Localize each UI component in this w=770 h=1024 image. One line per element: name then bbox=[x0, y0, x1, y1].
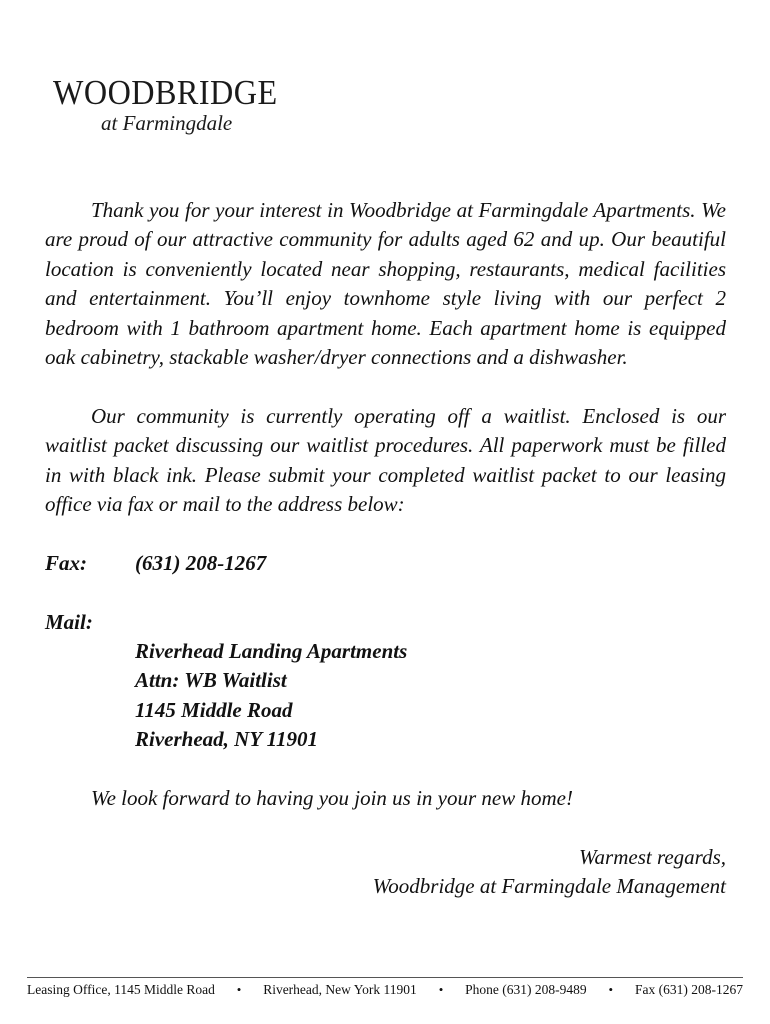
signoff bbox=[45, 843, 726, 902]
address-line-2: Attn: WB Waitlist bbox=[135, 668, 287, 693]
letter-body bbox=[45, 196, 726, 902]
address-line-3: 1145 Middle Road bbox=[135, 697, 293, 722]
closing-line: We look forward to having you join us in your new home! bbox=[91, 786, 573, 811]
woodbridge-logo bbox=[53, 74, 313, 134]
footer-bullet: • bbox=[608, 982, 614, 997]
regards-line: Warmest regards, bbox=[578, 844, 726, 869]
address-line-4: Riverhead, NY 11901 bbox=[135, 727, 318, 752]
footer-office: Leasing Office, 1145 Middle Road bbox=[27, 982, 215, 997]
fax-label: Fax: bbox=[45, 550, 87, 575]
logo-wordmark: WOODBRIDGE bbox=[53, 73, 278, 112]
fax-number: (631) 208-1267 bbox=[135, 550, 267, 575]
mail-label: Mail: bbox=[45, 609, 93, 634]
logo-tagline: at Farmingdale bbox=[101, 111, 233, 135]
footer-divider bbox=[27, 977, 743, 978]
intro-paragraph: Thank you for your interest in Woodbridge at Farmingdale Apartments. We are proud of our attractive community for adults aged 62 and up. Our beautiful location is conveniently located near shopping, restaurants, medical facilities and entertainment. You’ll enjoy townhome style living with our perfect 2 bedroom with 1 bathroom apartment home. Each apartment home is equipped oak cabinetry, stackable washer/dryer connections and a dishwasher. bbox=[45, 198, 726, 370]
waitlist-paragraph: Our community is currently operating off a waitlist. Enclosed is our waitlist packet discussing our waitlist procedures. All paperwork must be filled in with black ink. Please submit your completed waitlist packet to our leasing office via fax or mail to the address below: bbox=[45, 403, 726, 517]
signature-line: Woodbridge at Farmingdale Management bbox=[372, 874, 726, 899]
mailing-address bbox=[135, 637, 726, 755]
footer-phone: Phone (631) 208-9489 bbox=[465, 982, 587, 997]
footer bbox=[27, 982, 743, 998]
footer-fax: Fax (631) 208-1267 bbox=[634, 982, 743, 997]
footer-city: Riverhead, New York 11901 bbox=[263, 982, 417, 997]
fax-line bbox=[45, 549, 726, 578]
address-line-1: Riverhead Landing Apartments bbox=[135, 639, 408, 664]
footer-bullet: • bbox=[236, 982, 242, 997]
footer-bullet: • bbox=[438, 982, 444, 997]
